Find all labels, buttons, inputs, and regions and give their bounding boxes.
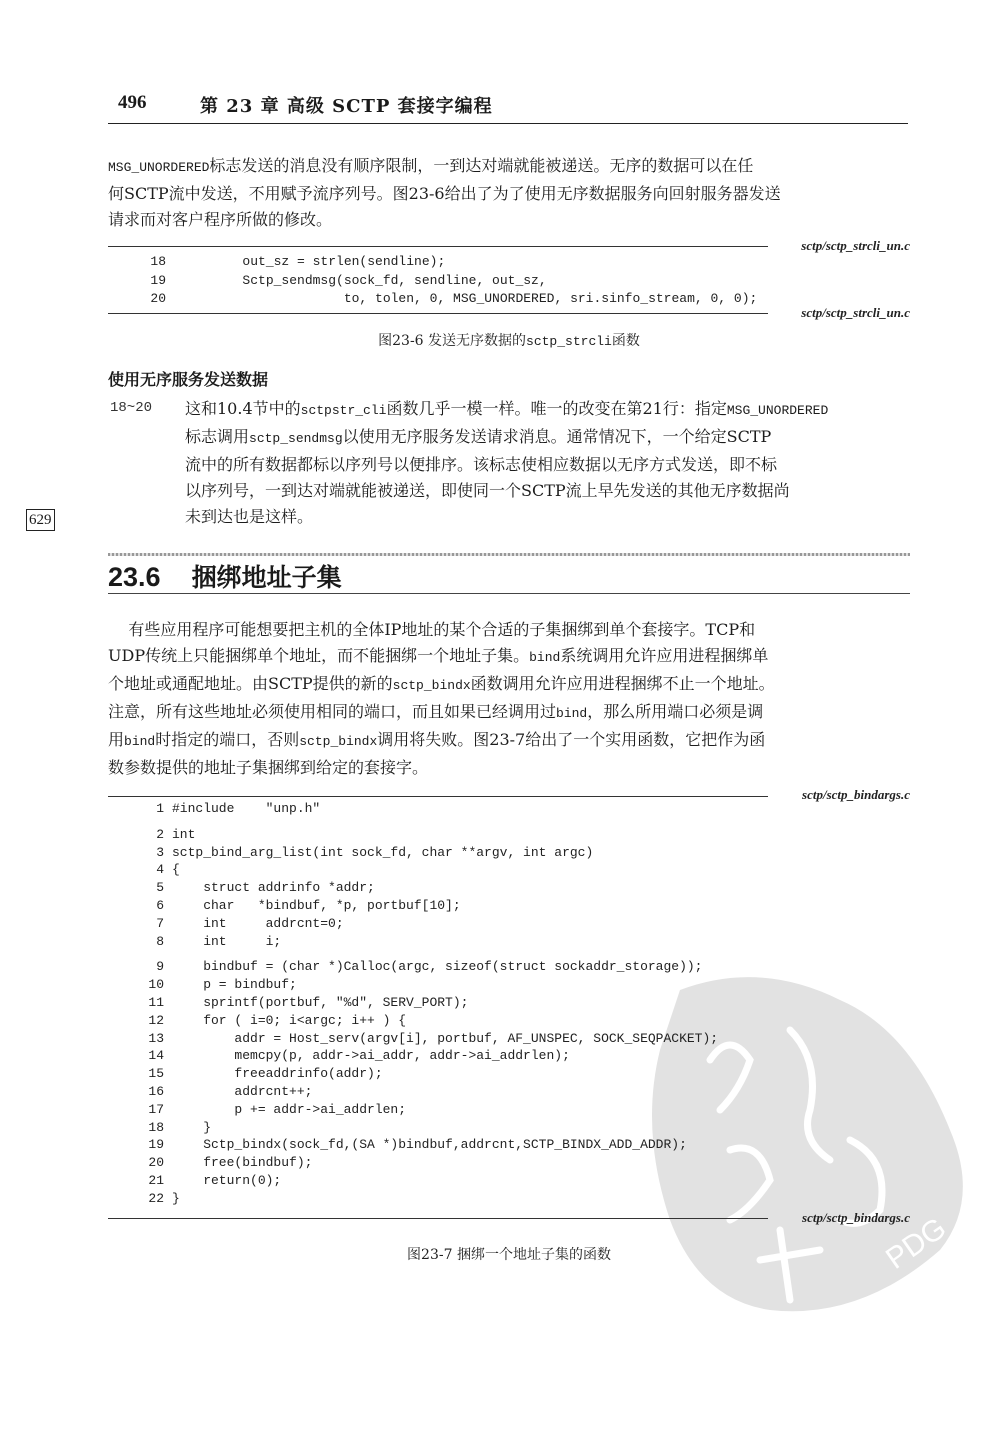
subsection-body: [185, 396, 912, 530]
text-line: [108, 727, 910, 755]
text-run: 有些应用程序可能想要把主机的全体IP地址的某个合适的子集捆绑到单个套接字。TCP和: [108, 620, 756, 639]
code-text: char *bindbuf, *p, portbuf[10];: [172, 898, 461, 913]
code-listing: [108, 801, 910, 1211]
line-number: 11: [148, 995, 164, 1010]
line-number: 5: [156, 880, 164, 896]
figure-23-6-caption: [108, 330, 910, 350]
margin-page-ref: 629: [26, 509, 55, 531]
line-number: 4: [156, 862, 164, 878]
code-text: int addrcnt=0;: [172, 915, 344, 931]
text-run: 流中的所有数据都标以序列号以便排序。该标志使相应数据以无序方式发送，即不标: [185, 455, 778, 474]
text-run: 以使用无序服务发送请求消息。通常情况下，一个给定SCTP: [342, 427, 772, 446]
text-line: [185, 452, 912, 478]
code-text: p += addr->ai_addrlen;: [172, 1101, 407, 1117]
section-top-dotted-rule: [108, 553, 910, 556]
code-text: }: [172, 1190, 180, 1206]
inline-code: sctp_bindx: [392, 678, 471, 693]
listing-filename-bottom: sctp/sctp_bindargs.c: [802, 1210, 910, 1225]
code-text: memcpy(p, addr->ai_addr, addr->ai_addrlen);: [172, 1048, 570, 1064]
line-number: 18: [150, 254, 166, 269]
text-run: UDP传统上只能捆绑单个地址，而不能捆绑一个地址子集。: [108, 646, 530, 665]
inline-code: MSG_UNORDERED: [726, 403, 829, 418]
code-line: [108, 1120, 211, 1135]
code-text: freeaddrinfo(addr);: [172, 1066, 383, 1082]
code-line: [108, 273, 547, 288]
text-run: 这和10.4节中的: [185, 399, 301, 418]
code-text: bindbuf = (char *)Calloc(argc, sizeof(struct sockaddr_storage));: [172, 959, 703, 975]
section-bottom-rule: [108, 593, 910, 594]
code-line: [108, 1155, 312, 1170]
code-line: [108, 934, 281, 949]
line-number: 15: [148, 1066, 164, 1082]
text-line: [108, 699, 910, 727]
text-line: [108, 671, 910, 699]
line-number: 6: [156, 898, 164, 913]
line-number: 16: [148, 1084, 164, 1099]
code-line: [108, 1066, 383, 1081]
text-line: [185, 504, 912, 530]
code-listing: [108, 254, 910, 314]
text-line: [108, 207, 910, 233]
code-text: sctp_bind_arg_list(int sock_fd, char **argv, int argc): [172, 844, 594, 860]
line-number: 22: [148, 1190, 164, 1206]
text-run: 数参数提供的地址子集捆绑到给定的套接字。: [108, 758, 429, 777]
text-run: 用: [108, 730, 125, 749]
code-line: [108, 862, 180, 877]
text-run: 请求而对客户程序所做的修改。: [108, 210, 333, 229]
listing-filename-bottom: sctp/sctp_strcli_un.c: [801, 305, 910, 320]
code-line: [108, 845, 593, 860]
code-line: [108, 977, 297, 992]
inline-code: sctp_sendmsg: [249, 431, 343, 446]
code-text: sprintf(portbuf, "%d", SERV_PORT);: [172, 995, 469, 1010]
code-text: to, tolen, 0, MSG_UNORDERED, sri.sinfo_stream, 0, 0);: [180, 291, 758, 306]
line-number: 20: [150, 291, 166, 306]
code-text: struct addrinfo *addr;: [172, 880, 375, 896]
listing-top-rule: [108, 796, 768, 797]
code-text: free(bindbuf);: [172, 1155, 313, 1171]
line-number: 17: [148, 1101, 164, 1117]
running-header: [118, 92, 908, 126]
code-text: p = bindbuf;: [172, 977, 297, 993]
inline-code: bind: [529, 650, 561, 665]
code-text: addr = Host_serv(argv[i], portbuf, AF_UNSPEC, SOCK_SEQPACKET);: [172, 1030, 719, 1046]
figure-23-7-listing: [108, 787, 910, 1227]
page-number: 496: [118, 92, 147, 113]
code-text: int: [172, 826, 196, 842]
section-title: 捆绑地址子集: [191, 563, 342, 592]
code-text: out_sz = strlen(sendline);: [180, 254, 446, 269]
intro-paragraph: [108, 153, 910, 233]
code-text: int i;: [172, 933, 282, 949]
section-number: 23.6: [108, 562, 161, 592]
text-run: 时指定的端口，否则: [155, 730, 300, 749]
text-run: 函数调用允许应用进程捆绑不止一个地址。: [470, 674, 775, 693]
code-line: [108, 1137, 687, 1152]
figure-23-6-listing: [108, 236, 910, 326]
header-rule: [108, 123, 908, 124]
text-line: [108, 181, 910, 207]
code-line: [108, 801, 320, 816]
section-paragraph: [108, 617, 910, 781]
text-run: 系统调用允许应用进程捆绑单: [560, 646, 769, 665]
text-run: 调用将失败。图23-7给出了一个实用函数，它把作为函: [377, 730, 766, 749]
code-line: [108, 1013, 406, 1028]
code-text: }: [172, 1119, 212, 1135]
code-line: [108, 916, 344, 931]
line-number: 12: [148, 1012, 164, 1028]
code-line: [108, 959, 703, 974]
line-number: 8: [156, 933, 164, 949]
chapter-title: 第 23 章 高级 SCTP 套接字编程: [200, 96, 493, 117]
line-number: 14: [148, 1048, 164, 1064]
inline-code: MSG_UNORDERED: [108, 160, 210, 175]
inline-code: bind: [556, 706, 588, 721]
text-run: 何SCTP流中发送，不用赋予流序列号。图23-6给出了为了使用无序数据服务向回射服务器发送: [108, 184, 781, 203]
code-line: [108, 827, 195, 842]
watermark-label: PDG: [880, 1211, 953, 1276]
text-run: 标志调用: [185, 427, 250, 446]
code-line: [108, 898, 461, 913]
caption-prefix: 图23-6 发送无序数据的: [378, 333, 527, 349]
caption-code: sctp_strcli: [526, 334, 612, 349]
inline-code: bind: [124, 734, 156, 749]
line-number: 7: [156, 915, 164, 931]
listing-bottom-rule: [108, 1218, 768, 1219]
section-heading: [108, 558, 342, 594]
code-text: return(0);: [172, 1173, 282, 1188]
code-line: [108, 291, 757, 306]
line-number: 3: [156, 844, 164, 860]
text-line: [108, 617, 910, 643]
text-run: 注意，所有这些地址必须使用相同的端口，而且如果已经调用过: [108, 702, 557, 721]
code-line: [108, 880, 375, 895]
text-line: [108, 643, 910, 671]
code-text: Sctp_sendmsg(sock_fd, sendline, out_sz,: [180, 272, 547, 288]
code-line: [108, 995, 468, 1010]
line-number: 1: [156, 801, 164, 816]
line-number: 2: [156, 826, 164, 842]
text-line: [185, 424, 912, 452]
text-line: [185, 396, 912, 424]
line-reference: 18~20: [110, 400, 153, 416]
figure-23-7-caption: 图23-7 捆绑一个地址子集的函数: [407, 1247, 611, 1263]
code-line: [108, 1102, 406, 1117]
code-line: [108, 1173, 281, 1188]
line-number: 20: [148, 1155, 164, 1171]
listing-bottom-rule: [108, 313, 768, 314]
listing-filename-top: sctp/sctp_bindargs.c: [802, 787, 910, 802]
line-number: 18: [148, 1119, 164, 1135]
line-number: 10: [148, 977, 164, 993]
code-text: for ( i=0; i<argc; i++ ) {: [172, 1012, 407, 1028]
code-line: [108, 1048, 570, 1063]
code-text: Sctp_bindx(sock_fd,(SA *)bindbuf,addrcnt,SCTP_BINDX_ADD_ADDR);: [172, 1137, 687, 1153]
code-text: {: [172, 862, 180, 878]
line-number: 21: [148, 1173, 164, 1188]
code-line: [108, 1191, 180, 1206]
inline-code: sctpstr_cli: [300, 403, 387, 418]
code-line: [108, 1084, 312, 1099]
line-number: 13: [148, 1030, 164, 1046]
text-line: [108, 755, 910, 781]
listing-top-rule: [108, 246, 768, 247]
text-line: [108, 153, 910, 181]
line-number: 19: [148, 1137, 164, 1153]
text-run: 标志发送的消息没有顺序限制，一到达对端就能被递送。无序的数据可以在任: [209, 156, 754, 175]
listing-filename-top: sctp/sctp_strcli_un.c: [801, 238, 910, 253]
text-line: [185, 478, 912, 504]
line-number: 19: [150, 272, 166, 288]
code-line: [108, 254, 445, 269]
text-run: 以序列号，一到达对端就能被递送，即使同一个SCTP流上早先发送的其他无序数据尚: [185, 481, 790, 500]
subsection-title: 使用无序服务发送数据: [108, 370, 269, 389]
line-number: 9: [156, 959, 164, 975]
inline-code: sctp_bindx: [299, 734, 378, 749]
code-text: #include "unp.h": [172, 801, 321, 816]
code-line: [108, 1031, 718, 1046]
text-run: 函数几乎一模一样。唯一的改变在第21行：指定: [386, 399, 727, 418]
caption-suffix: 函数: [611, 333, 640, 349]
text-run: 个地址或通配地址。由SCTP提供的新的: [108, 674, 393, 693]
text-run: 未到达也是这样。: [185, 507, 314, 526]
code-text: addrcnt++;: [172, 1084, 313, 1099]
text-run: ，那么所用端口必须是调: [587, 702, 764, 721]
